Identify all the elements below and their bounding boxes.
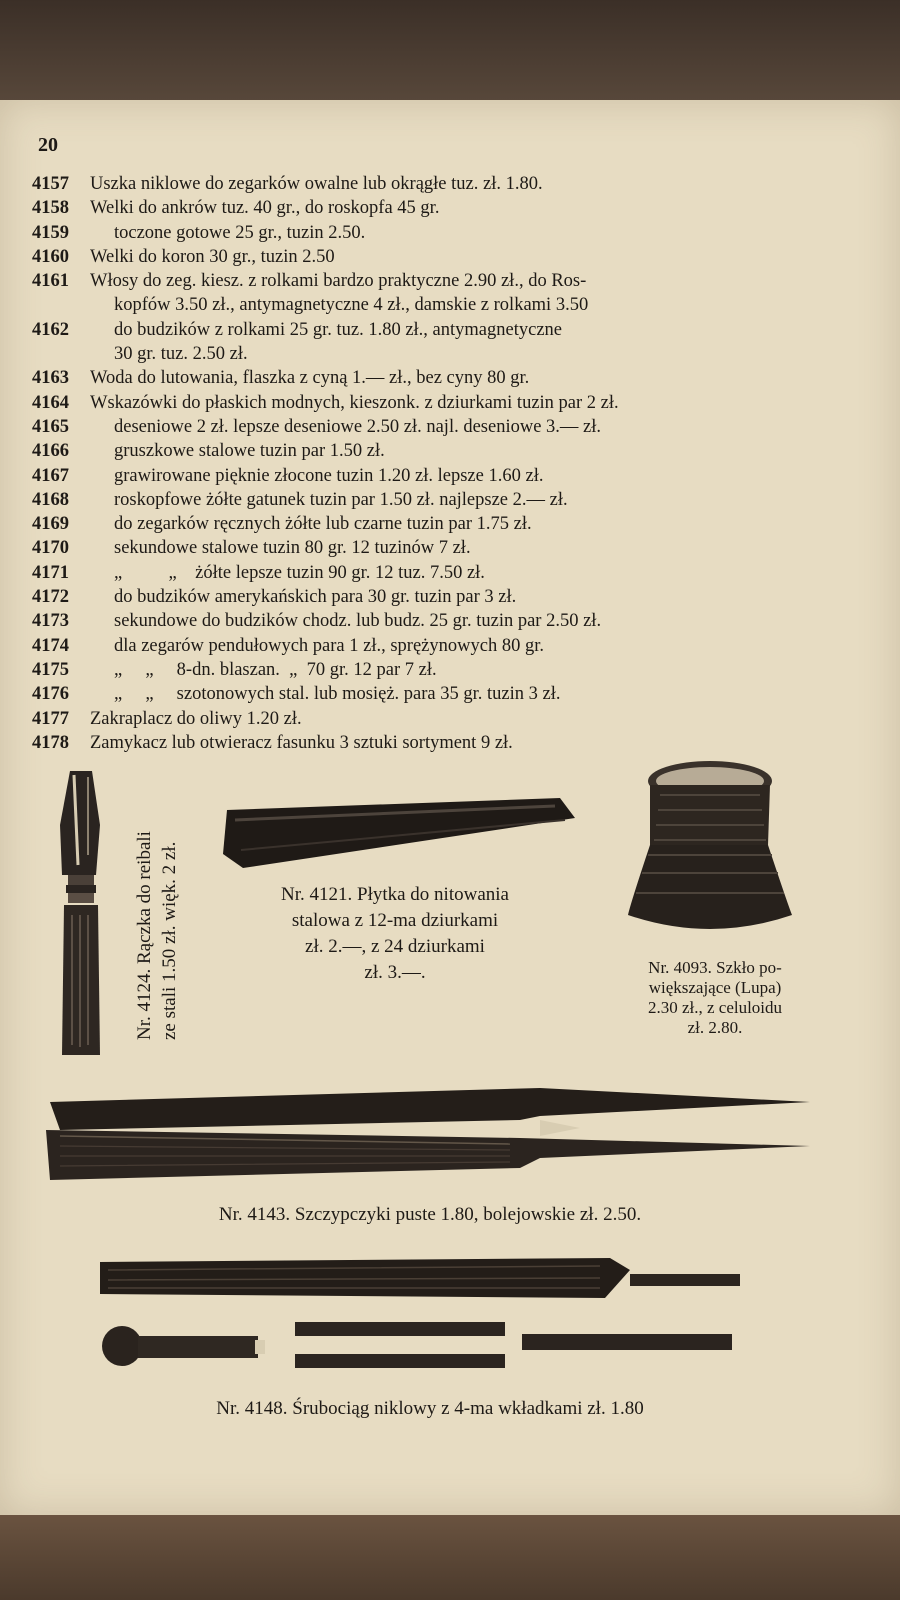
catalog-entry-number: 4173 [32, 611, 69, 632]
riveting-plate-illustration [215, 790, 580, 880]
catalog-entry-text: Zakraplacz do oliwy 1.20 zł. [90, 708, 302, 729]
catalog-entry [32, 512, 872, 536]
catalog-entry [32, 439, 872, 463]
catalog-entry [32, 536, 872, 560]
plate-caption-line-2: stalowa z 12-ma dziurkami [291, 910, 499, 931]
catalog-entry-text: deseniowe 2 zł. lepsze deseniowe 2.50 zł. najl. deseniowe 3.— zł. [114, 416, 602, 437]
catalog-entry [32, 634, 872, 658]
handle-caption-line-2: ze stali 1.50 zł. więk. 2 zł. [159, 841, 180, 1040]
catalog-entry-number: 4159 [32, 222, 69, 243]
catalog-entry [32, 561, 872, 585]
catalog-entry [32, 682, 872, 706]
catalog-entry-text: Uszka niklowe do zegarków owalne lub okrągłe tuz. zł. 1.80. [90, 174, 543, 194]
handle-caption [132, 831, 182, 1040]
catalog-entry-number: 4164 [32, 392, 69, 413]
catalog-entry-text: grawirowane pięknie złocone tuzin 1.20 zł. lepsze 1.60 zł. [114, 465, 544, 486]
catalog-entry-number: 4163 [32, 368, 69, 389]
catalog-entry [32, 269, 872, 293]
catalog-entry-text: sekundowe do budzików chodz. lub budz. 25 gr. tuzin par 2.50 zł. [114, 611, 602, 632]
handle-caption-line-1: Nr. 4124. Rączka do reibali [134, 831, 155, 1040]
catalog-entry-number: 4175 [32, 659, 69, 680]
catalog-entry-number: 4174 [32, 635, 69, 656]
catalog-entry-text: Włosy do zeg. kiesz. z rolkami bardzo praktyczne 2.90 zł., do Ros- [90, 271, 587, 292]
catalog-page [0, 100, 900, 1515]
catalog-entry-text: „ „ żółte lepsze tuzin 90 gr. 12 tuz. 7.50 zł. [114, 562, 485, 583]
catalog-entry-number [32, 293, 90, 317]
loupe-illustration [620, 755, 800, 935]
catalog-entry-number: 4162 [32, 319, 69, 340]
catalog-entry [32, 342, 872, 366]
table-surface-bottom [0, 1515, 900, 1600]
plate-caption-line-3: zł. 2.—, z 24 dziurkami [305, 936, 485, 957]
catalog-entry-text: gruszkowe stalowe tuzin par 1.50 zł. [114, 441, 385, 462]
catalog-entry-number: 4170 [32, 538, 69, 559]
loupe-caption [605, 958, 825, 1038]
catalog-entry-number: 4157 [32, 174, 69, 194]
catalog-entry-text: do budzików amerykańskich para 30 gr. tuzin par 3 zł. [114, 587, 517, 608]
loupe-caption-line-2: większające (Lupa) [648, 978, 782, 997]
catalog-entries [32, 172, 872, 755]
catalog-entry-number: 4168 [32, 489, 69, 510]
catalog-entry-text: Wskazówki do płaskich modnych, kieszonk. z dziurkami tuzin par 2 zł. [90, 392, 619, 413]
catalog-entry [32, 196, 872, 220]
catalog-entry-number: 4177 [32, 708, 69, 729]
table-surface-top [0, 0, 900, 100]
loupe-caption-line-1: Nr. 4093. Szkło po- [648, 958, 782, 977]
loupe-caption-line-3: 2.30 zł., z celuloidu [647, 998, 783, 1017]
catalog-entry-text: Zamykacz lub otwieracz fasunku 3 sztuki sortyment 9 zł. [90, 732, 513, 753]
catalog-entry-text: Woda do lutowania, flaszka z cyną 1.— zł., bez cyny 80 gr. [90, 368, 530, 389]
page-number: 20 [38, 134, 58, 156]
catalog-entry [32, 585, 872, 609]
catalog-entry-number: 4171 [32, 562, 69, 583]
catalog-entry [32, 658, 872, 682]
catalog-entry-text: „ „ szotonowych stal. lub mosięż. para 35 gr. tuzin 3 zł. [114, 684, 561, 705]
catalog-entry [32, 366, 872, 390]
catalog-entry [32, 172, 872, 196]
catalog-entry-number: 4165 [32, 416, 69, 437]
catalog-entry-number: 4158 [32, 198, 69, 219]
catalog-entry [32, 415, 872, 439]
reamer-handle-illustration [52, 765, 112, 1065]
catalog-entry-number: 4166 [32, 441, 69, 462]
screwdriver-caption: Nr. 4148. Śrubociąg niklowy z 4-ma wkładkami zł. 1.80 [216, 1398, 644, 1419]
catalog-entry [32, 609, 872, 633]
catalog-entry-text: Welki do ankrów tuz. 40 gr., do roskopfa 45 gr. [90, 198, 440, 219]
catalog-entry-text: toczone gotowe 25 gr., tuzin 2.50. [114, 222, 366, 243]
tweezers-caption: Nr. 4143. Szczypczyki puste 1.80, bolejowskie zł. 2.50. [218, 1204, 642, 1225]
catalog-entry-text: roskopfowe żółte gatunek tuzin par 1.50 zł. najlepsze 2.— zł. [114, 489, 568, 510]
catalog-entry [32, 391, 872, 415]
catalog-entry-text: sekundowe stalowe tuzin 80 gr. 12 tuzinów 7 zł. [114, 538, 471, 559]
screwdriver-illustration [100, 1250, 750, 1390]
plate-caption-line-4: zł. 3.—. [364, 962, 426, 983]
catalog-entry-number: 4160 [32, 246, 69, 267]
catalog-entry [32, 293, 872, 317]
catalog-entry [32, 488, 872, 512]
catalog-entry-number: 4167 [32, 465, 69, 486]
plate-caption [215, 882, 575, 986]
catalog-entry-text: dla zegarów pendułowych para 1 zł., sprężynowych 80 gr. [114, 635, 544, 656]
catalog-entry-text: do zegarków ręcznych żółte lub czarne tuzin par 1.75 zł. [114, 514, 532, 535]
catalog-entry-number: 4176 [32, 684, 69, 705]
catalog-entry [32, 245, 872, 269]
catalog-entry-number: 4172 [32, 587, 69, 608]
catalog-entry-number: 4161 [32, 271, 69, 292]
catalog-entry-number: 4169 [32, 514, 69, 535]
loupe-caption-line-4: zł. 2.80. [687, 1018, 743, 1037]
catalog-entry-text: do budzików z rolkami 25 gr. tuz. 1.80 zł., antymagnetyczne [114, 319, 562, 340]
catalog-entry [32, 221, 872, 245]
tweezers-illustration [40, 1080, 820, 1195]
catalog-entry [32, 731, 872, 755]
plate-caption-line-1: Nr. 4121. Płytka do nitowania [281, 884, 509, 905]
catalog-entry [32, 707, 872, 731]
catalog-entry-text: kopfów 3.50 zł., antymagnetyczne 4 zł., damskie z rolkami 3.50 [114, 295, 589, 316]
catalog-entry-text: Welki do koron 30 gr., tuzin 2.50 [90, 246, 335, 267]
catalog-entry [32, 318, 872, 342]
catalog-entry-number [32, 342, 90, 366]
catalog-entry-text: 30 gr. tuz. 2.50 zł. [114, 344, 248, 365]
catalog-entry [32, 464, 872, 488]
catalog-entry-number: 4178 [32, 732, 69, 753]
catalog-entry-text: „ „ 8-dn. blaszan. „ 70 gr. 12 par 7 zł. [114, 659, 437, 680]
